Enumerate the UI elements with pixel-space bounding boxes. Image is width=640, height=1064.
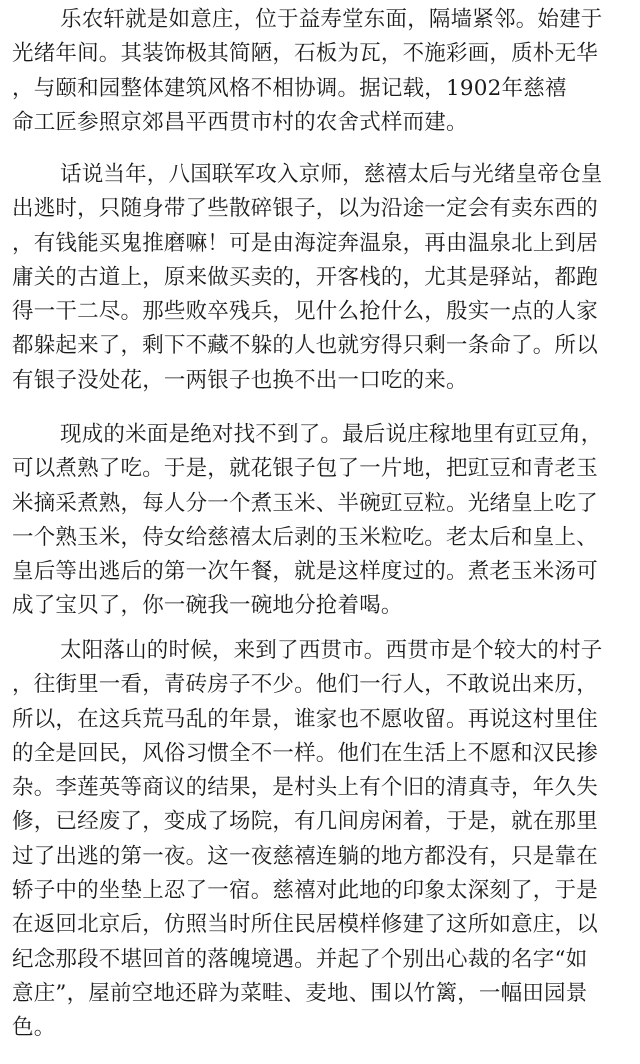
text-line: 命工匠参照京郊昌平西贯市村的农舍式样而建。 — [12, 109, 468, 135]
text-line: 得一干二尽。那些败卒残兵，见什么抢什么，殷实一点的人家 — [12, 299, 598, 325]
text-line: ，有钱能买鬼推磨嘛！可是由海淀奔温泉，再由温泉北上到居 — [12, 230, 598, 256]
text-line: 一个熟玉米，侍女给慈禧太后剥的玉米粒吃。老太后和皇上、 — [12, 524, 598, 550]
text-line: 现成的米面是绝对找不到了。最后说庄稼地里有豇豆角， — [60, 422, 603, 447]
text-line: 出逃时，只随身带了些散碎银子，以为沿途一定会有卖东西的 — [12, 196, 598, 222]
text-line: 都躲起来了，剩下不藏不躲的人也就穷得只剩一条命了。所以 — [12, 333, 598, 359]
text-line: ，与颐和园整体建筑风格不相协调。据记载，1902年慈禧 — [12, 75, 567, 101]
text-line: 米摘采煮熟，每人分一个煮玉米、半碗豇豆粒。光绪皇上吃了 — [12, 490, 598, 516]
text-line: 的全是回民，风俗习惯全不一样。他们在生活上不愿和汉民掺 — [12, 740, 598, 766]
text-line: 光绪年间。其装饰极其简陋，石板为瓦，不施彩画，质朴无华 — [12, 41, 598, 67]
text-line: 所以，在这兵荒马乱的年景，谁家也不愿收留。再说这村里住 — [12, 706, 598, 732]
text-line: 修，已经废了，变成了场院，有几间房闲着，于是，就在那里 — [12, 809, 598, 835]
text-line: 轿子中的坐垫上忍了一宿。慈禧对此地的印象太深刻了，于是 — [12, 878, 598, 904]
paragraph-2 — [12, 158, 632, 398]
text-line: 可以煮熟了吃。于是，就花银子包了一片地，把豇豆和青老玉 — [12, 456, 598, 482]
text-line: 成了宝贝了，你一碗我一碗地分抢着喝。 — [12, 593, 403, 619]
paragraph-1 — [12, 3, 632, 140]
text-line: 有银子没处花，一两银子也换不出一口吃的来。 — [12, 367, 468, 393]
text-line: 色。 — [12, 1015, 56, 1041]
text-line: 话说当年，八国联军攻入京师，慈禧太后与光绪皇帝仓皇 — [60, 162, 603, 187]
text-line: 意庄”，屋前空地还辟为菜畦、麦地、围以竹篱，一幅田园景 — [12, 980, 588, 1006]
paragraph-4 — [12, 634, 632, 1046]
text-line: ，往街里一看，青砖房子不少。他们一行人，不敢说出来历， — [12, 672, 598, 698]
text-line: 过了出逃的第一夜。这一夜慈禧连躺的地方都没有，只是靠在 — [12, 843, 598, 869]
paragraph-3 — [12, 418, 632, 624]
text-line: 杂。李莲英等商议的结果，是村头上有个旧的清真寺，年久失 — [12, 775, 598, 801]
text-line: 在返回北京后，仿照当时所住民居模样修建了这所如意庄，以 — [12, 912, 598, 938]
text-line: 皇后等出逃后的第一次午餐，就是这样度过的。煮老玉米汤可 — [12, 559, 598, 585]
text-line: 乐农轩就是如意庄，位于益寿堂东面，隔墙紧邻。始建于 — [60, 7, 603, 32]
text-line: 庸关的古道上，原来做买卖的，开客栈的，尤其是驿站，都跑 — [12, 264, 598, 290]
text-line: 太阳落山的时候，来到了西贯市。西贯市是个较大的村子 — [60, 638, 603, 663]
text-line: 纪念那段不堪回首的落魄境遇。并起了个别出心裁的名字“如 — [12, 946, 588, 972]
